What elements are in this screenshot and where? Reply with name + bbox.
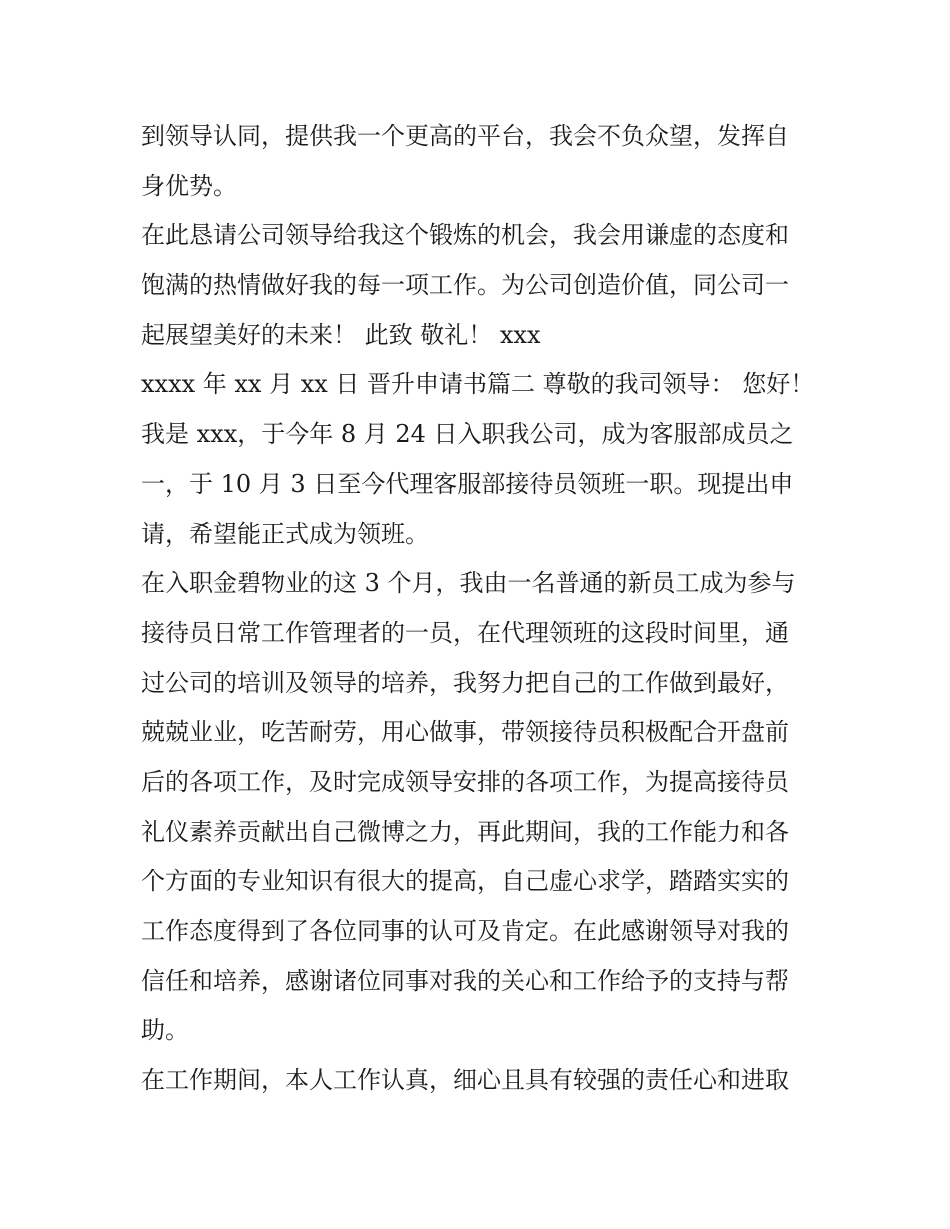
text-line: 工作态度得到了各位同事的认可及肯定。在此感谢领导对我的: [141, 917, 789, 945]
text-line: 接待员日常工作管理者的一员，在代理领班的这段时间里，通: [141, 618, 789, 647]
text-line: 起展望美好的未来！ 此致 敬礼！ xxx: [141, 320, 541, 349]
text-line: 在工作期间，本人工作认真，细心且具有较强的责任心和进取: [141, 1066, 789, 1095]
text-line: 在此恳请公司领导给我这个锻炼的机会，我会用谦虚的态度和: [141, 221, 789, 250]
text-line: 信任和培养，感谢诸位同事对我的关心和工作给予的支持与帮: [141, 966, 789, 995]
text-line: 饱满的热情做好我的每一项工作。为公司创造价值，同公司一: [141, 271, 789, 300]
text-line: 请，希望能正式成为领班。: [141, 519, 429, 548]
text-line: 个方面的专业知识有很大的提高，自己虚心求学，踏踏实实的: [141, 867, 789, 896]
body-text: [141, 112, 816, 1106]
text-line: 后的各项工作，及时完成领导安排的各项工作，为提高接待员: [141, 767, 789, 796]
text-line: 到领导认同，提供我一个更高的平台，我会不负众望，发挥自: [141, 122, 789, 150]
text-line: 身优势。: [141, 171, 237, 200]
text-line: 过公司的培训及领导的培养，我努力把自己的工作做到最好，: [141, 668, 789, 697]
text-line: 礼仪素养贡献出自己微博之力，再此期间，我的工作能力和各: [141, 817, 789, 846]
text-line: xxxx 年 xx 月 xx 日 晋升申请书篇二 尊敬的我司领导： 您好！: [141, 370, 815, 399]
text-line: 一，于 10 月 3 日至今代理客服部接待员领班一职。现提出申: [141, 469, 794, 498]
text-line: 在入职金碧物业的这 3 个月，我由一名普通的新员工成为参与: [141, 569, 796, 598]
text-line: 助。: [141, 1016, 189, 1045]
text-line: 我是 xxx，于今年 8 月 24 日入职我公司，成为客服部成员之: [141, 420, 794, 449]
text-line: 兢兢业业，吃苦耐劳，用心做事，带领接待员积极配合开盘前: [141, 718, 789, 747]
